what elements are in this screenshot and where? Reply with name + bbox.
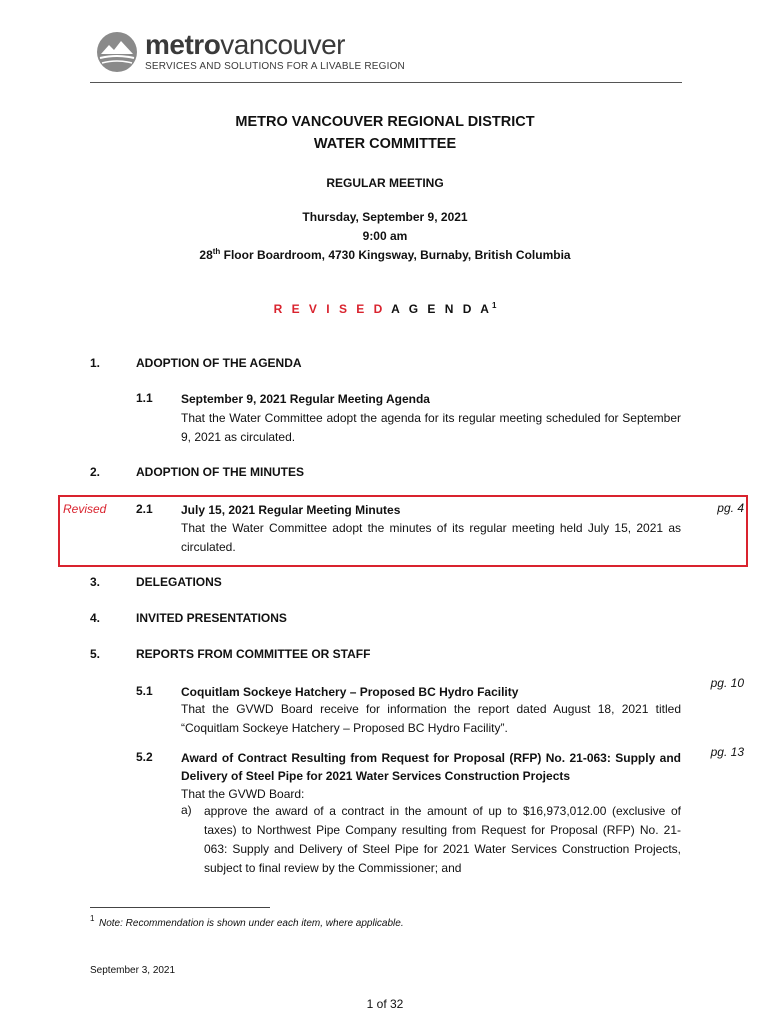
footnote-text: Note: Recommendation is shown under each item, where applicable. xyxy=(99,918,404,929)
item-title: July 15, 2021 Regular Meeting Minutes xyxy=(181,503,401,517)
meeting-type: REGULAR MEETING xyxy=(326,176,444,190)
section-title: ADOPTION OF THE AGENDA xyxy=(136,356,302,370)
agenda-title: R E V I S E D A G E N D $A^1$ xyxy=(273,301,497,316)
item-title: September 9, 2021 Regular Meeting Agenda xyxy=(181,392,430,406)
item-recommendation: That the GVWD Board receive for information the report dated August 18, 2021 titled “Coquitlam Sockeye Hatchery – Proposed BC Hydro Facility”. xyxy=(181,702,681,735)
page-reference: pg. 10 xyxy=(710,676,744,690)
section-number: 5. xyxy=(90,647,101,661)
logo-tagline: SERVICES AND SOLUTIONS FOR A LIVABLE REGION xyxy=(145,61,405,72)
section-number: 3. xyxy=(90,575,101,589)
footnote-mark: 1 xyxy=(90,914,95,923)
item-recommendation: That the GVWD Board: xyxy=(181,787,305,801)
item-title: Award of Contract Resulting from Request for Proposal (RFP) No. 21-063: Supply and Delivery of Steel Pipe for 2021 Water Services Construction Projects xyxy=(181,751,681,783)
item-title: Coquitlam Sockeye Hatchery – Proposed BC Hydro Facility xyxy=(181,685,519,699)
meeting-location: 28th Floor Boardroom, 4730 Kingsway, Burnaby, British Columbia xyxy=(199,247,571,262)
item-number: 1.1 xyxy=(136,391,153,405)
page-number: 1 of 32 xyxy=(366,997,404,1011)
meeting-date: Thursday, September 9, 2021 xyxy=(302,210,468,224)
page-reference: pg. 13 xyxy=(710,745,744,759)
section-title: ADOPTION OF THE MINUTES xyxy=(136,465,304,479)
org-title: METRO VANCOUVER REGIONAL DISTRICT xyxy=(235,114,535,130)
section-title: DELEGATIONS xyxy=(136,575,222,589)
committee-title: WATER COMMITTEE xyxy=(313,136,457,152)
item-recommendation: That the Water Committee adopt the minutes of its regular meeting held July 15, 2021 as circulated. xyxy=(181,521,681,554)
page-reference: pg. 4 xyxy=(717,501,744,515)
item-number: 2.1 xyxy=(136,502,153,516)
list-item-text: approve the award of a contract in the amount of up to $16,973,012.00 (exclusive of taxes) to Northwest Pipe Company resulting from Request for Proposal (RFP) No. 21-063: Supply and Delivery of Steel Pipe for 2021 Water Services Construction Projects, subject to final review by the Commissioner; and xyxy=(204,804,681,875)
item-recommendation: That the Water Committee adopt the agenda for its regular meeting scheduled for September 9, 2021 as circulated. xyxy=(181,411,681,444)
logo-wordmark: metrovancouver xyxy=(145,29,345,60)
section-title: INVITED PRESENTATIONS xyxy=(136,611,287,625)
section-number: 4. xyxy=(90,611,101,625)
item-number: 5.2 xyxy=(136,750,153,764)
list-marker: a) xyxy=(181,803,192,817)
section-number: 1. xyxy=(90,356,101,370)
footnote-rule xyxy=(90,907,270,908)
footer-date: September 3, 2021 xyxy=(90,965,176,976)
header-divider xyxy=(90,82,682,83)
item-number: 5.1 xyxy=(136,684,153,698)
section-title: REPORTS FROM COMMITTEE OR STAFF xyxy=(136,647,371,661)
section-number: 2. xyxy=(90,465,101,479)
meeting-time: 9:00 am xyxy=(362,229,408,243)
revised-label: Revised xyxy=(63,502,107,516)
